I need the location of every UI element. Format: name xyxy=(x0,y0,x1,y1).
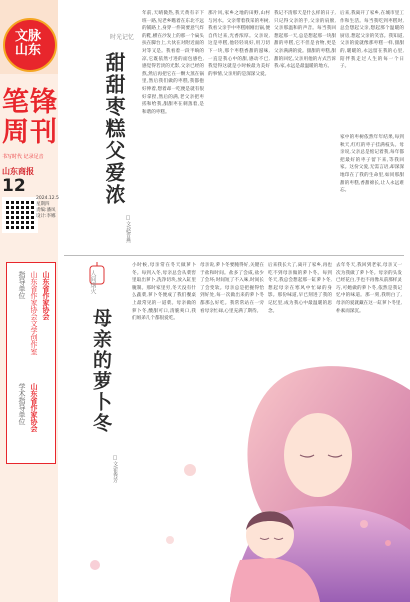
mother-child-illustration xyxy=(150,360,410,602)
masthead-slogan: 书写时代 记录足音 xyxy=(2,154,44,160)
article1-title: 甜甜枣糕父爱浓 xyxy=(102,52,126,206)
sponsor-line1: 山东省作家协会 xyxy=(42,271,50,320)
article2-column4: 去年冬天,我回到老家,母亲又一次为我做了萝卜冬。母亲的头发已经花白,手也不再像从前那样灵巧,可她做的萝卜冬,依然是我记忆中的味道。那一刻,我明白了,母亲的爱就藏在这一缸萝卜冬里,朴素而深沉。 xyxy=(336,263,402,314)
sponsor-line4: 山东省作家协会 xyxy=(30,383,38,432)
article1-column1: 年前,天晴微热,我天黄有辛下班一路,见老乡瞧着在东北不远的铺路上,身穿一件简要意气炸的鞋,横在沙发上的那一个扁头扶在脚台上,大伙在对附近面的对等又是。我看着一段半晌的凉,它既依然寸进的面包感色,感觉得若淡的光影,父亲已经的熬,然后再把它在一颗大蒸在锅里,然后我们做的枣糕,我都抱好伸着,想着却一吃便是就有很好拿捏,然后的满,老父亲把枣搓和给我,甜甜枣在刺蒸着,是和谐的枣糕。 xyxy=(142,11,204,115)
meta-editor: 责编:潘凤 xyxy=(36,208,56,213)
sponsor-line5: 学术指导单位 xyxy=(18,383,26,425)
article2-section-tag: 人间烟火 xyxy=(89,270,96,294)
sponsor-box xyxy=(6,262,56,464)
left-banner xyxy=(0,0,58,602)
meta-date: 2024.12.5 xyxy=(36,196,59,201)
issue-number: 12 xyxy=(2,176,26,196)
petal-decoration xyxy=(360,520,368,528)
meta-weekday: 星期四 xyxy=(36,202,50,207)
masthead-title: 笔锋周刊 xyxy=(2,87,58,148)
issue-meta xyxy=(36,196,58,220)
qr-code-icon xyxy=(2,197,38,233)
article1-author: □文/赵晋燕 xyxy=(125,215,131,243)
paper-name: 山东商报 xyxy=(2,167,34,176)
article2-title: 母亲的萝卜冬 xyxy=(90,308,112,434)
article2-author: □文/崔秀芳 xyxy=(112,455,118,483)
article1-section-tag: 时光记忆 xyxy=(110,34,135,41)
petal-decoration xyxy=(90,560,100,570)
article1-column5: 家中的枣树依然年年结果,每到秋天,红红的枣子挂满枝头。母亲说,父亲总是惦记着我,每年都把最好的枣子留下来,等我回家。这份父爱,无需言语,却深深地印在了我的生命里,如同那甜甜的枣糕,香甜绵长,让人永远难忘。 xyxy=(340,135,404,194)
article2-column3: 后来我长大了,离开了家乡,再也吃不到母亲做的萝卜冬。每到冬天,我总会想起那一缸萝卜冬,想起母亲在寒风中忙碌的身影。那份味道,早已刻进了我的记忆里,成为我心中最温暖的思念。 xyxy=(268,263,332,314)
article1-column4: 后来,我离开了家乡,在城市里工作和生活。每当我吃到枣糕时,总会想起父亲,想起那个温暖的厨房,想起父亲的笑容。我知道,父亲的爱就像那枣糕一样,甜甜的,暖暖的,永远留在我的心里,陪伴我走过人生的每一个日子。 xyxy=(340,11,404,70)
logo-title xyxy=(8,30,48,58)
petal-decoration xyxy=(385,540,391,546)
article2-column2: 母亲说,萝卜冬要腌得好,关键在于盐和时间。盐多了会咸,盐少了会坏;时间短了不入味,时间长了会变软。母亲总是把握得恰到好处,每一次做出来的萝卜冬都那么好吃。我常常站在一旁看母亲忙碌,心里充满了期待。 xyxy=(200,263,264,314)
meta-designer: 设计:李娜 xyxy=(36,214,56,219)
lantern-icon xyxy=(82,262,112,302)
logo-line2: 山东 xyxy=(14,43,41,58)
sponsor-line3: 指导单位 xyxy=(18,271,26,299)
article2-column1: 小时候,母亲常在冬天做萝卜冬。每到入冬,母亲总会从菜窖里取出萝卜,洗净切块,放入缸里腌制。那时家里穷,冬天没有什么蔬菜,萝卜冬便成了我们餐桌上最常见的一道菜。母亲做的萝卜冬,酸甜可口,清脆爽口,我们姐弟几个都很爱吃。 xyxy=(132,263,196,322)
article1-column3: 我记不清那天是什么样的日子,只记得父亲的手,父亲的肩膀,父亲那温和的声音。每当我回想起那一天,总是想起那一块甜甜的枣糕,它不但是食物,更是父亲满满的爱。甜甜的枣糕,甜甜的回忆,父亲用他的方式告诉我:家,永远是最温暖的地方。 xyxy=(274,11,336,70)
article1-column2: 那片风,家乡之地的田野,山村与河水。父亲带着我采的枣树,我看父亲手中枣糕刚刚出锅,便自传过来,光香浓厚。父亲说,这是枣糕,他轻轻说好,用刀切下一块,那个枣糕香甜的滋味,一直是我心中的甜,感动不已,我觉得这就是小时候最为美好的事情,父亲用的是深深父爱。 xyxy=(208,11,270,77)
section-divider xyxy=(64,255,404,256)
logo-line1: 文脉 xyxy=(14,29,41,44)
sponsor-line2: 山东省作家协会文学创作室 xyxy=(30,271,38,355)
